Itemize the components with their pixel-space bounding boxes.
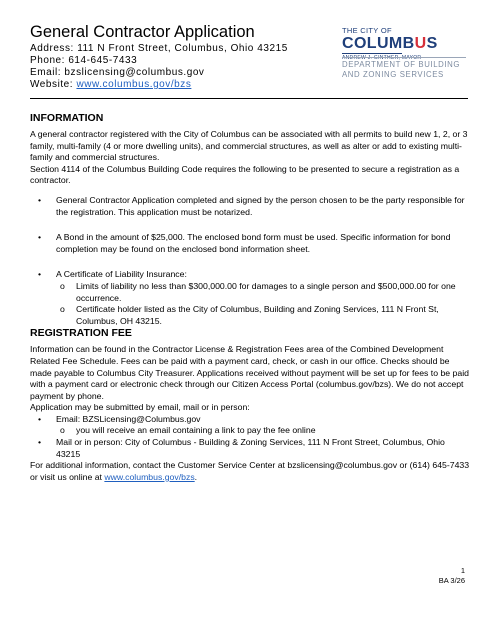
logo-mayor: ANDREW J. GINTHER, MAYOR	[342, 55, 422, 61]
list-item	[30, 232, 470, 255]
bullet-icon: •	[38, 413, 42, 424]
page-footer	[439, 566, 465, 586]
list-item-text: General Contractor Application completed and signed by the person chosen to be the party responsible for the registration. This application must be notarized.	[56, 194, 465, 217]
list-item	[30, 414, 470, 426]
form-code: BA 3/26	[438, 576, 465, 585]
information-heading: INFORMATION	[30, 112, 104, 124]
website-link-footer[interactable]: www.columbus.gov/bzs	[104, 471, 195, 482]
information-paragraph-2: Section 4114 of the Columbus Building Code requires the following to be presented to secure a registration as a contractor.	[30, 163, 460, 186]
website-label: Website:	[30, 79, 77, 90]
sub-list-item-text: Limits of liability no less than $300,000.00 for damages to a single person and $500,000.00 for one occurrence.	[76, 280, 456, 303]
list-item-text: A Bond in the amount of $25,000. The enclosed bond form must be used. Specific information for bond completion may be found on the enclosed bond information sheet.	[56, 232, 451, 254]
logo-divider	[342, 57, 466, 58]
document-body	[30, 112, 470, 483]
bullet-icon: •	[38, 194, 42, 205]
bullet-icon: •	[38, 437, 42, 448]
bullet-icon: •	[38, 232, 42, 243]
website-line	[30, 79, 191, 91]
header-divider	[30, 98, 468, 99]
logo-city-part: COLUMB	[342, 35, 415, 52]
logo-city-end: S	[426, 35, 438, 52]
logo-u-mark: U	[414, 35, 427, 52]
page-number: 1	[460, 566, 465, 575]
list-item-text: A Certificate of Liability Insurance:	[56, 269, 187, 280]
contact-text-end: .	[194, 471, 198, 482]
address-line: Address: 111 N Front Street, Columbus, Ohio 43215	[30, 43, 288, 54]
department-line-1: DEPARTMENT OF BUILDING	[342, 60, 461, 69]
list-item-text: Email: BZSLicensing@Columbus.gov	[56, 413, 201, 424]
list-item	[30, 437, 470, 460]
logo-columbus-wordmark	[342, 36, 454, 52]
sub-list-item	[30, 304, 470, 327]
website-link[interactable]: www.columbus.gov/bzs	[76, 79, 192, 90]
list-item	[30, 269, 470, 281]
sub-list-item-text: Certificate holder listed as the City of Columbus, Building and Zoning Services, 111 N Front St, Columbus, OH 43215.	[76, 304, 439, 326]
bullet-icon: •	[38, 269, 42, 280]
circle-bullet-icon: o	[60, 425, 65, 436]
sub-list-item	[30, 281, 470, 304]
registration-paragraph-2: Application may be submitted by email, mail or in person:	[30, 402, 250, 413]
circle-bullet-icon: o	[60, 280, 65, 291]
email-line: Email: bzslicensing@columbus.gov	[30, 67, 205, 78]
phone-line: Phone: 614-645-7433	[30, 55, 138, 66]
registration-fee-heading: REGISTRATION FEE	[30, 327, 132, 340]
department-line-2: AND ZONING SERVICES	[342, 70, 444, 79]
sub-list-item	[30, 425, 470, 437]
circle-bullet-icon: o	[60, 304, 65, 315]
document-title: General Contractor Application	[30, 23, 255, 41]
sub-list-item-text: you will receive an email containing a link to pay the fee online	[76, 425, 316, 436]
information-paragraph-1: A general contractor registered with the City of Columbus can be associated with all permits to build new 1, 2, or 3 family, multi-family (4 or more dwelling units), and commercial structures, as well as alter or add to existing multi-family and commercial structures.	[30, 129, 468, 163]
contact-text: For additional information, contact the Customer Service Center at bzslicensing@columbus.gov or (614) 645-7433 or visit us online at	[30, 460, 470, 482]
registration-paragraph-1: Information can be found in the Contractor License & Registration Fees area of the Combined Development Related Fee Schedule. Fees can be paid with a payment card, check, or cash in our office. Checks should be made payable to Columbus City Treasurer. Applications received without payment will be set up for fees to be paid with a payment card or electronic check through our Citizen Access Portal (columbus.gov/bzs). We do not accept payment by phone.	[30, 344, 469, 401]
registration-paragraph-3	[30, 460, 470, 483]
logo-city-of: THE CITY OF	[342, 26, 392, 35]
list-item	[30, 195, 470, 218]
list-item-text: Mail or in person: City of Columbus - Building & Zoning Services, 111 N Front Street, Columbus, Ohio 43215	[56, 437, 445, 459]
department-name	[342, 60, 460, 80]
